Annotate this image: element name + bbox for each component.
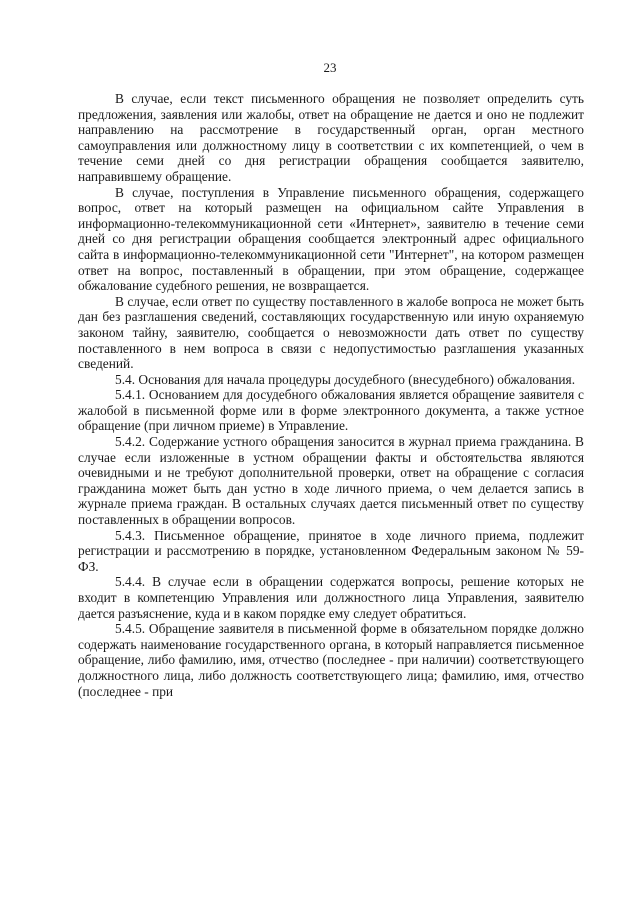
section-5-4-3: 5.4.3. Письменное обращение, принятое в ходе личного приема, подлежит регистрации и рассмотрению в порядке, установленном Федеральным законом № 59-ФЗ. xyxy=(78,527,584,574)
paragraph-state-secret: В случае, если ответ по существу поставленного в жалобе вопроса не может быть дан без разглашения сведений, составляющих государственную или иную охраняемую законом тайну, заявителю, сообщается о невозможности дать ответ по существу поставленного в нем вопроса в связи с недопустимостью разглашения указанных сведений. xyxy=(78,293,584,372)
section-5-4-4: 5.4.4. В случае если в обращении содержатся вопросы, решение которых не входит в компетенцию Управления или должностного лица Управления, заявителю дается разъяснение, куда и в каком порядке ему следует обратиться. xyxy=(78,574,584,621)
page-number: 23 xyxy=(323,60,337,75)
document-body xyxy=(78,91,584,699)
section-5-4-heading: 5.4. Основания для начала процедуры досудебного (внесудебного) обжалования. xyxy=(115,371,576,387)
paragraph-answer-on-website: В случае, поступления в Управление письменного обращения, содержащего вопрос, ответ на который размещен на официальном сайте Управления в информационно-телекоммуникационной сети «Интернет», заявителю в течение семи дней со дня регистрации обращения сообщается электронный адрес официального сайта в информационно-телекоммуникационной сети "Интернет", на котором размещен ответ на вопрос, поставленный в обращении, при этом обращение, содержащее обжалование судебного решения, не возвращается. xyxy=(78,184,584,294)
paragraph-unreadable-appeal: В случае, если текст письменного обращения не позволяет определить суть предложения, заявления или жалобы, ответ на обращение не дается и оно не подлежит направлению на рассмотрение в государственный орган, орган местного самоуправления или должностному лицу в соответствии с их компетенцией, о чем в течение семи дней со дня регистрации обращения сообщается заявителю, направившему обращение. xyxy=(78,91,584,184)
section-5-4-5: 5.4.5. Обращение заявителя в письменной форме в обязательном порядке должно содержать наименование государственного органа, в который направляется письменное обращение, либо фамилию, имя, отчество (последнее - при наличии) соответствующего должностного лица, либо должность соответствующего лица; фамилию, имя, отчество (последнее - при xyxy=(78,621,584,699)
section-5-4-1: 5.4.1. Основанием для досудебного обжалования является обращение заявителя с жалобой в письменной форме или в форме электронного документа, а также устное обращение (при личном приеме) в Управление. xyxy=(78,387,584,434)
section-5-4-2: 5.4.2. Содержание устного обращения заносится в журнал приема гражданина. В случае если изложенные в устном обращении факты и обстоятельства являются очевидными и не требуют дополнительной проверки, ответ на обращение с согласия гражданина может быть дан устно в ходе личного приема, о чем делается запись в журнале приема граждан. В остальных случаях дается письменный ответ по существу поставленных в обращении вопросов. xyxy=(78,434,584,528)
